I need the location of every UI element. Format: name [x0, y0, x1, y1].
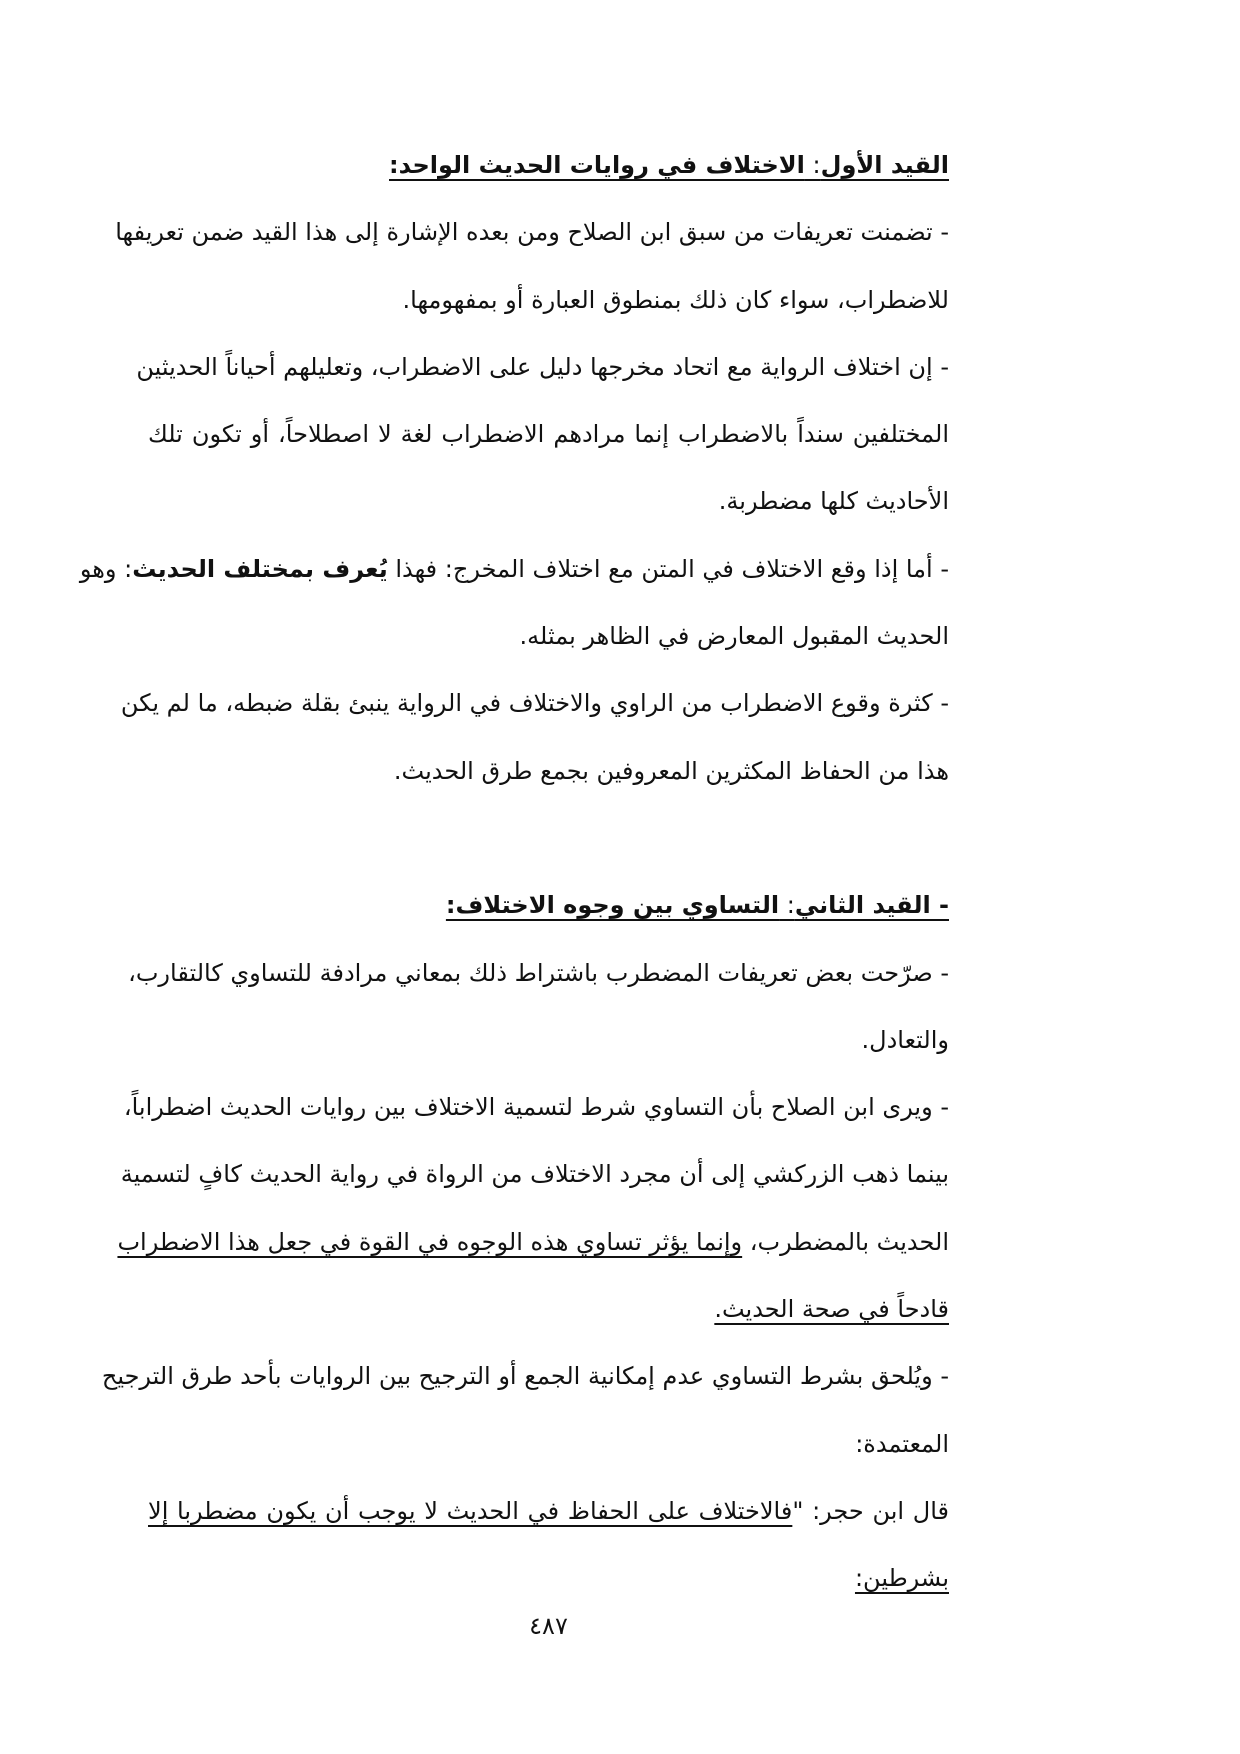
text-line: [117, 1209, 949, 1276]
text-segment: - أما إذا وقع الاختلاف في المتن مع اختلاف المخرج: فهذا: [387, 554, 949, 583]
text-line: [101, 1343, 949, 1410]
section: [79, 132, 949, 805]
underlined-text: قادحاً في صحة الحديث.: [714, 1295, 949, 1324]
text-line: [148, 738, 949, 805]
bold-text: يُعرف بمختلف الحديث: [132, 554, 388, 583]
text-segment: هذا من الحفاظ المكثرين المعروفين بجمع طرق الحديث.: [393, 756, 949, 785]
paragraph: [120, 670, 949, 805]
text-segment: - كثرة وقوع الاضطراب من الراوي والاختلاف في الرواية ينبئ بقلة ضبطه، ما لم يكن: [120, 689, 949, 718]
text-segment: - ويُلحق بشرط التساوي عدم إمكانية الجمع أو الترجيح بين الروايات بأحد طرق الترجيح: [101, 1362, 949, 1391]
text-segment: - صرّحت بعض تعريفات المضطرب باشتراط ذلك بمعاني مرادفة للتساوي كالتقارب،: [128, 958, 949, 987]
text-line: [128, 940, 949, 1007]
text-segment: قال ابن حجر: ": [792, 1496, 949, 1525]
paragraph: [117, 1074, 949, 1343]
paragraph: [115, 199, 949, 334]
bold-text: التساوي بين وجوه الاختلاف:: [445, 891, 780, 920]
paragraph: [136, 334, 949, 536]
text-line: [123, 1074, 949, 1141]
paragraph: [148, 1478, 949, 1613]
bold-text: - القيد الثاني: [794, 891, 949, 920]
text-segment: المعتمدة:: [855, 1429, 949, 1458]
bold-text: الاختلاف في روايات الحديث الواحد:: [389, 151, 805, 179]
underlined-text: بشرطين:: [854, 1564, 949, 1593]
text-segment: الحديث المقبول المعارض في الظاهر بمثله.: [519, 622, 949, 651]
text-line: [120, 1141, 949, 1208]
text-block: [79, 132, 949, 1613]
text-line: [79, 536, 949, 603]
underlined-text: وإنما يؤثر تساوي هذه الوجوه في القوة في جعل هذا الاضطراب: [117, 1227, 743, 1256]
underlined-text: فالاختلاف على الحفاظ في الحديث لا يوجب أن يكون مضطربا إلا: [148, 1496, 793, 1525]
text-line: [136, 334, 949, 401]
text-line: [148, 401, 949, 468]
section-heading: [148, 872, 949, 939]
text-segment: بينما ذهب الزركشي إلى أن مجرد الاختلاف من الرواة في رواية الحديث كافٍ لتسمية: [120, 1160, 949, 1189]
text-line: [115, 199, 949, 266]
text-line: [148, 468, 949, 535]
page-number: ٤٨٧: [529, 1612, 568, 1640]
text-segment: - إن اختلاف الرواية مع اتحاد مخرجها دليل على الاضطراب، وتعليلهم أحياناً الحديثين: [136, 352, 949, 381]
text-segment: الأحاديث كلها مضطربة.: [718, 487, 949, 516]
text-line: [120, 670, 949, 737]
text-segment: الحديث بالمضطرب،: [742, 1227, 949, 1256]
paragraph: [79, 536, 949, 671]
underlined-text: :: [804, 151, 821, 179]
section-heading: [148, 132, 949, 199]
text-line: [148, 1276, 949, 1343]
text-segment: المختلفين سنداً بالاضطراب إنما مرادهم الاضطراب لغة لا اصطلاحاً، أو تكون تلك: [148, 420, 949, 449]
text-segment: : وهو: [79, 554, 133, 583]
text-segment: - ويرى ابن الصلاح بأن التساوي شرط لتسمية الاختلاف بين روايات الحديث اضطراباً،: [123, 1093, 949, 1122]
text-line: [148, 1007, 949, 1074]
text-line: [148, 267, 949, 334]
text-line: [148, 872, 949, 939]
text-line: [148, 603, 949, 670]
bold-text: القيد الأول: [820, 151, 949, 179]
section: [101, 872, 949, 1612]
text-line: [148, 1411, 949, 1478]
text-segment: للاضطراب، سواء كان ذلك بمنطوق العبارة أو بمفهومها.: [402, 285, 949, 314]
text-segment: - تضمنت تعريفات من سبق ابن الصلاح ومن بعده الإشارة إلى هذا القيد ضمن تعريفها: [115, 218, 949, 247]
text-line: [148, 132, 949, 199]
paragraph: [101, 1343, 949, 1478]
text-segment: والتعادل.: [861, 1025, 949, 1054]
underlined-text: :: [779, 891, 795, 920]
text-line: [148, 1478, 949, 1545]
paragraph: [128, 940, 949, 1075]
text-line: [148, 1545, 949, 1612]
